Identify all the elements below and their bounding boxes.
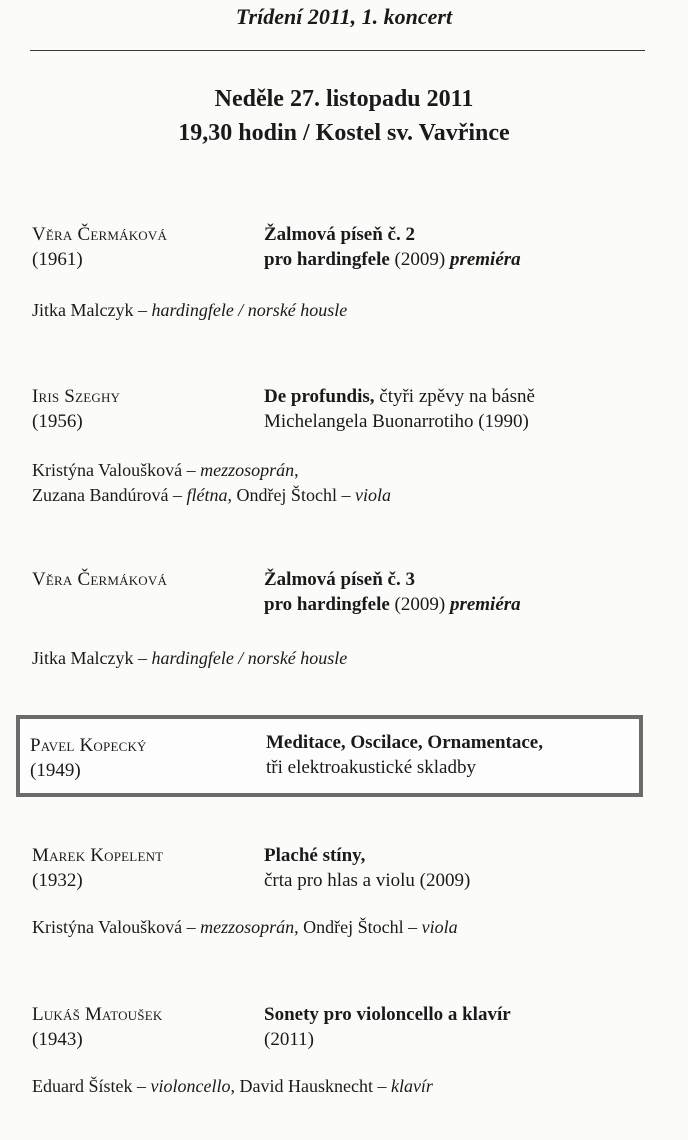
composer-name: Lukáš Matoušek [32,1004,163,1025]
performer-name: Ondřej Štochl – [303,917,422,937]
separator: , [294,917,304,937]
composer [32,1002,162,1052]
composer-name: Věra Čermáková [32,224,168,245]
work-title: Žalmová píseň č. 3 [264,569,415,590]
performer-instrument: mezzosoprán [200,917,295,937]
separator: , [230,1076,240,1096]
work-title: Plaché stíny, [264,845,366,866]
premiere-label: premiéra [449,249,521,270]
performer-name: Jitka Malczyk – [32,300,152,320]
work-title: Sonety pro violoncello a klavír [264,1004,511,1025]
performer-instrument: hardingfele / norské housle [151,648,348,668]
performer-instrument: mezzosoprán [200,460,295,480]
composer-years: (1961) [32,249,83,270]
performer-instrument: violoncello [150,1076,231,1096]
work-year: (2009) [389,594,450,615]
highlighted-program-item [16,715,643,797]
work-description: tři elektroakustické skladby [266,757,476,778]
performer-instrument: klavír [390,1076,433,1096]
composer [32,222,167,272]
work [264,384,535,434]
work [264,1002,511,1052]
performers [32,1074,433,1099]
work-description: črta pro hlas a violu (2009) [264,870,471,891]
work-subtitle: pro hardingfele [264,249,390,270]
work-year: (2011) [264,1029,314,1050]
work-subtitle: Michelangela Buonarrotiho (1990) [264,411,529,432]
composer [32,567,167,592]
performers [32,298,347,323]
performers [32,458,299,483]
composer-name: Pavel Kopecký [30,735,147,756]
composer-name: Věra Čermáková [32,569,168,590]
performers [32,646,347,671]
work [264,222,521,272]
work [264,843,470,893]
composer-name: Marek Kopelent [32,845,164,866]
work [266,730,543,780]
performer-name: Jitka Malczyk – [32,648,152,668]
work-title: Meditace, Oscilace, Ornamentace, [266,732,543,753]
composer [32,843,163,893]
separator: , [227,485,237,505]
composer-years: (1943) [32,1029,83,1050]
work-description: čtyři zpěvy na básně [374,386,535,407]
composer-years: (1932) [32,870,83,891]
performers [32,915,458,940]
performer-instrument: viola [354,485,391,505]
work [264,567,521,617]
concert-time-place: 19,30 hodin / Kostel sv. Vavřince [178,120,510,146]
performer-name: Eduard Šístek – [32,1076,151,1096]
composer-years: (1949) [30,760,81,781]
concert-series-title: Trídení 2011, 1. koncert [235,4,453,29]
performer-instrument: flétna [186,485,228,505]
composer [32,384,120,434]
performer-instrument: hardingfele / norské housle [151,300,348,320]
work-year: (2009) [389,249,450,270]
concert-date: Neděle 27. listopadu 2011 [214,86,474,112]
work-subtitle: pro hardingfele [264,594,390,615]
performer-name: Zuzana Bandúrová – [32,485,187,505]
separator: , [294,460,299,480]
performer-name: Ondřej Štochl – [236,485,355,505]
work-title: Žalmová píseň č. 2 [264,224,415,245]
composer-years: (1956) [32,411,83,432]
concert-date-place [0,82,688,150]
work-title: De profundis, [264,386,375,407]
performer-name: Kristýna Valoušková – [32,917,201,937]
performer-instrument: viola [421,917,458,937]
composer-name: Iris Szeghy [32,386,121,407]
performers [32,483,391,508]
performer-name: David Hausknecht – [239,1076,391,1096]
performer-name: Kristýna Valoušková – [32,460,201,480]
header-divider [30,50,645,51]
composer [30,733,147,783]
premiere-label: premiéra [449,594,521,615]
